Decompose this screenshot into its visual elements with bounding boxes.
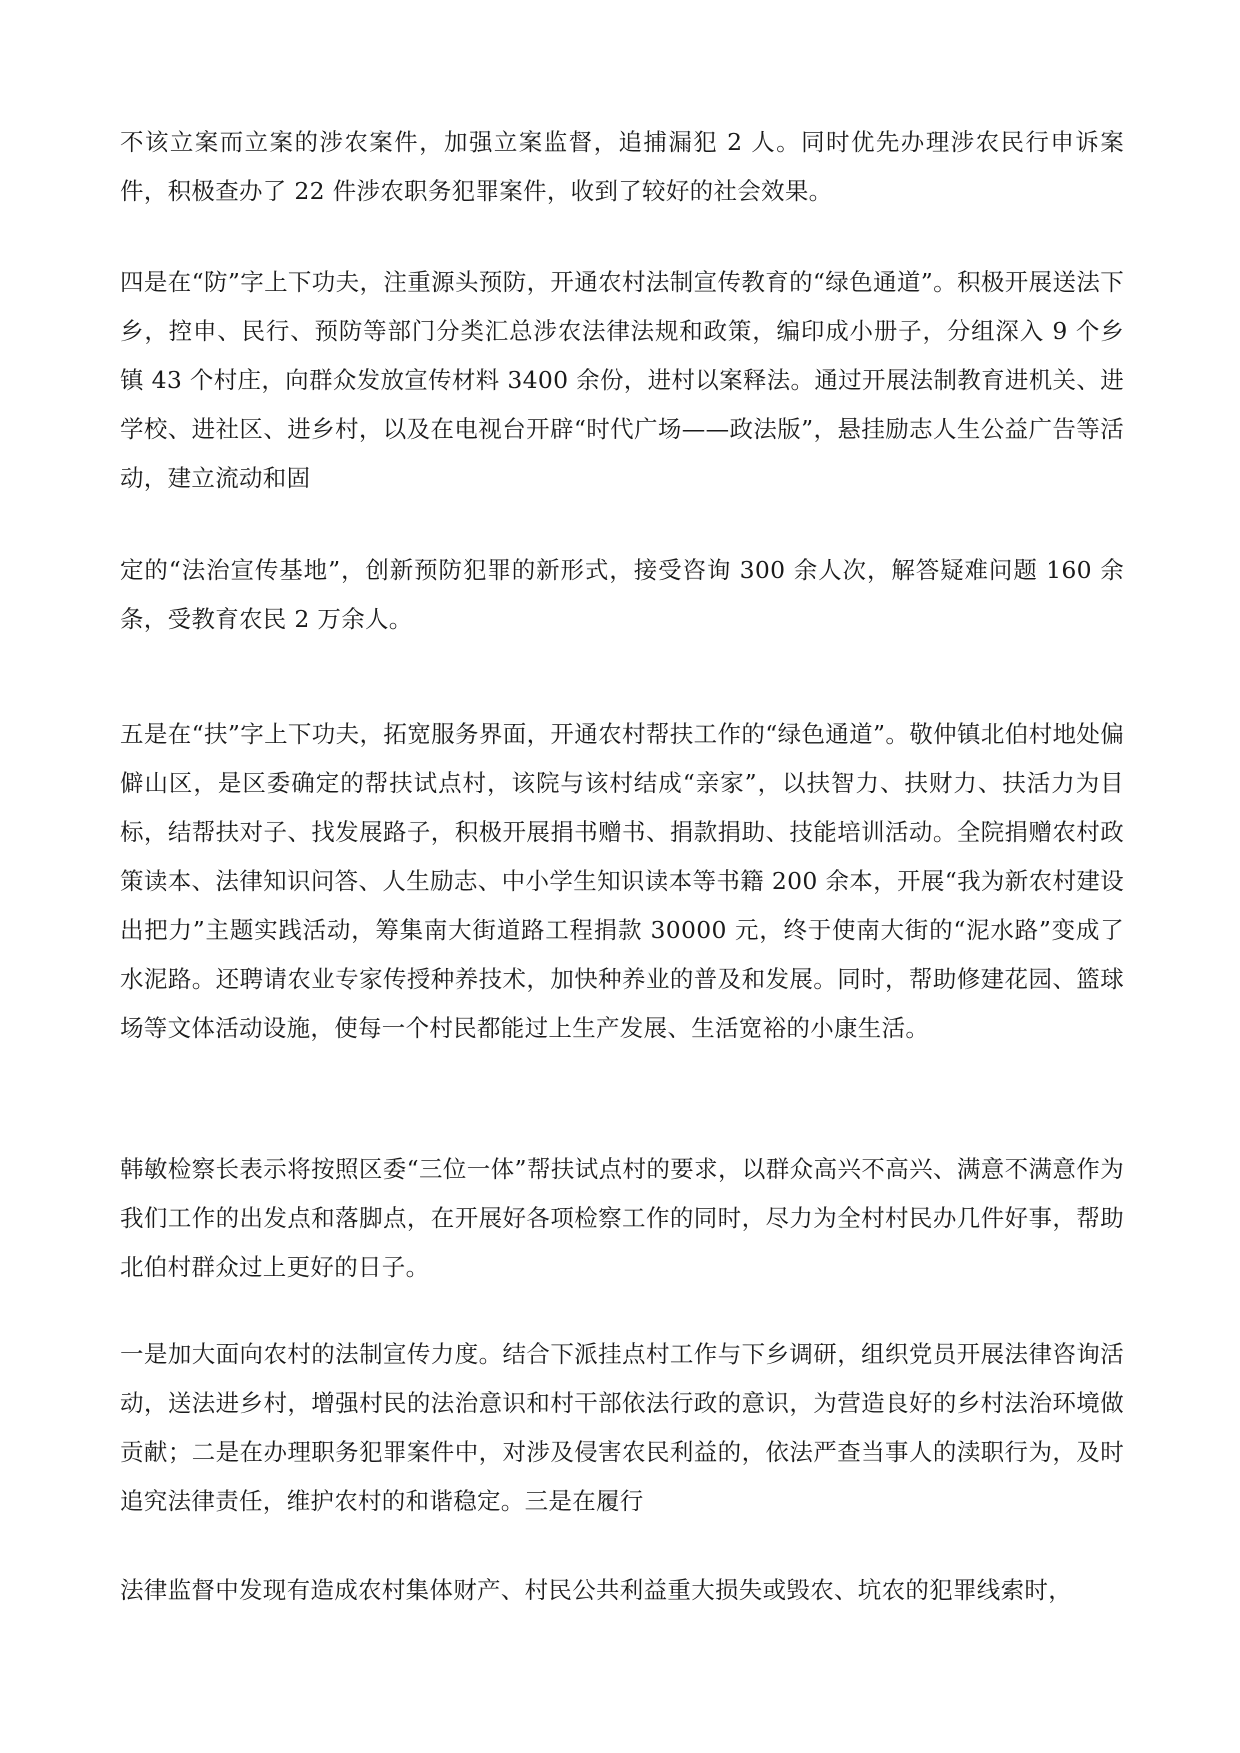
paragraph-measures: 一是加大面向农村的法制宣传力度。结合下派挂点村工作与下乡调研，组织党员开展法律咨询活动，送法进乡村，增强村民的法治意识和村干部依法行政的意识，为营造良好的乡村法治环境做贡献；二是在办理职务犯罪案件中，对涉及侵害农民利益的，依法严查当事人的渎职行为，及时追究法律责任，维护农村的和谐稳定。三是在履行 (120, 1340, 1124, 1515)
paragraph-supervision-clues: 法律监督中发现有造成农村集体财产、村民公共利益重大损失或毁农、坑农的犯罪线索时， (120, 1576, 1072, 1604)
paragraph-prevention: 四是在“防”字上下功夫，注重源头预防，开通农村法制宣传教育的“绿色通道”。积极开展送法下乡，控申、民行、预防等部门分类汇总涉农法律法规和政策，编印成小册子，分组深入 9 个乡镇 43 个村庄，向群众发放宣传材料 3400 余份，进村以案释法。通过开展法制教育进机关、进学校、进社区、进乡村，以及在电视台开辟“时代广场——政法版”，悬挂励志人生公益广告等活动，建立流动和固 (120, 268, 1124, 492)
paragraph-legal-base: 定的“法治宣传基地”，创新预防犯罪的新形式，接受咨询 300 余人次，解答疑难问题 160 余条，受教育农民 2 万余人。 (120, 556, 1124, 633)
paragraph-assistance: 五是在“扶”字上下功夫，拓宽服务界面，开通农村帮扶工作的“绿色通道”。敬仲镇北伯村地处偏僻山区，是区委确定的帮扶试点村，该院与该村结成“亲家”，以扶智力、扶财力、扶活力为目标，结帮扶对子、找发展路子，积极开展捐书赠书、捐款捐助、技能培训活动。全院捐赠农村政策读本、法律知识问答、人生励志、中小学生知识读本等书籍 200 余本，开展“我为新农村建设出把力”主题实践活动，筹集南大街道路工程捐款 30000 元，终于使南大街的“泥水路”变成了水泥路。还聘请农业专家传授种养技术，加快种养业的普及和发展。同时，帮助修建花园、篮球场等文体活动设施，使每一个村民都能过上生产发展、生活宽裕的小康生活。 (120, 720, 1124, 1042)
paragraph-prosecutor-statement: 韩敏检察长表示将按照区委“三位一体”帮扶试点村的要求，以群众高兴不高兴、满意不满意作为我们工作的出发点和落脚点，在开展好各项检察工作的同时，尽力为全村村民办几件好事，帮助北伯村群众过上更好的日子。 (120, 1155, 1124, 1281)
paragraph-case-supervision: 不该立案而立案的涉农案件，加强立案监督，追捕漏犯 2 人。同时优先办理涉农民行申诉案件，积极查办了 22 件涉农职务犯罪案件，收到了较好的社会效果。 (120, 128, 1124, 205)
